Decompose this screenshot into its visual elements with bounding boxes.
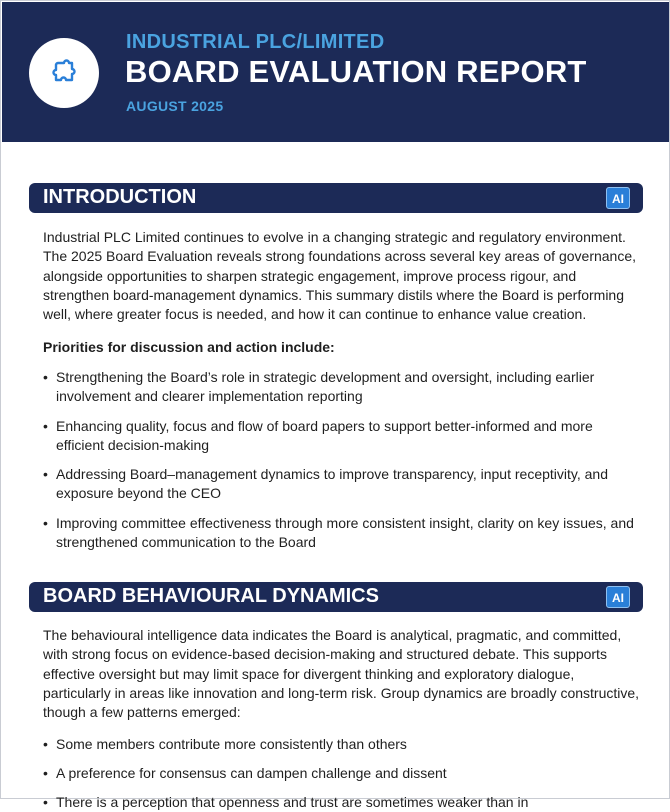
page-title: BOARD EVALUATION REPORT: [125, 54, 587, 89]
section-title: BOARD BEHAVIOURAL DYNAMICS: [43, 585, 379, 607]
list-item: • Improving committee effectiveness through more consistent insight, clarity on key issues, and strengthened communication to the Board: [43, 514, 643, 553]
list-item: • Some members contribute more consistently than others: [43, 735, 643, 754]
list-item: • Enhancing quality, focus and flow of board papers to support better-informed and more efficient decision-making: [43, 417, 643, 456]
section-title: INTRODUCTION: [43, 186, 197, 208]
list-item: • A preference for consensus can dampen challenge and dissent: [43, 764, 643, 783]
puzzle-piece-icon: [51, 60, 77, 86]
behavioural-list: [43, 735, 643, 812]
list-item: • There is a perception that openness and trust are sometimes weaker than in: [43, 793, 643, 812]
list-item: • Strengthening the Board’s role in strategic development and oversight, including earlier involvement and clearer implementation reporting: [43, 368, 643, 407]
priorities-list: [43, 368, 643, 552]
priorities-subheading: Priorities for discussion and action include:: [43, 339, 335, 355]
company-name: INDUSTRIAL PLC/LIMITED: [126, 31, 385, 53]
ai-badge-button[interactable]: AI: [606, 187, 630, 209]
report-header: [2, 2, 669, 142]
section-header-board-behavioural-dynamics: [29, 582, 643, 612]
report-date: AUGUST 2025: [126, 98, 224, 114]
ai-badge-button[interactable]: AI: [606, 586, 630, 608]
behavioural-paragraph: The behavioural intelligence data indicates the Board is analytical, pragmatic, and committed, with strong focus on evidence-based decision-making and structured debate. This supports effective oversight but may limit space for divergent thinking and exploratory dialogue, particularly in areas like innovation and long-term risk. Group dynamics are broadly constructive, though a few patterns emerged:: [43, 627, 640, 721]
introduction-paragraph: Industrial PLC Limited continues to evolve in a changing strategic and regulatory environment. The 2025 Board Evaluation reveals strong foundations across several key areas of governance, alongside opportunities to sharpen strategic engagement, improve process rigour, and strengthen board-management dynamics. This summary distils where the Board is performing well, where greater focus is needed, and how it can continue to enhance value creation.: [43, 229, 637, 323]
list-item: • Addressing Board–management dynamics to improve transparency, input receptivity, and exposure beyond the CEO: [43, 465, 643, 504]
company-logo: [29, 38, 99, 108]
section-header-introduction: [29, 183, 643, 213]
